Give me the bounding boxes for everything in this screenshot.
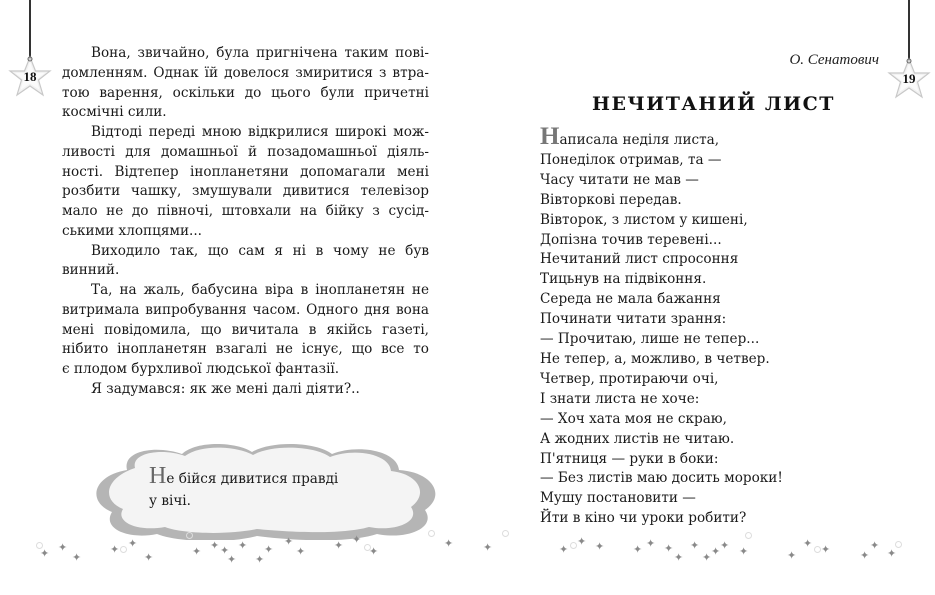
text-line: ливості для домашньої й позадомашньої діяль- [62,143,429,160]
text-line: космічні сили. [62,104,167,121]
poem-line: П'ятниця — руки в боки: [540,450,719,467]
sparkle-icon: ✦ [483,541,493,554]
right-page [467,0,935,595]
sparkle-icon: ✦ [720,539,730,552]
sparkle-icon: ✦ [803,537,813,550]
sparkle-icon: ✦ [674,551,684,564]
sparkle-icon: ✦ [210,539,220,552]
text-line: Я задумався: як же мені далі діяти?.. [91,380,360,397]
sparkle-icon: ✦ [870,539,880,552]
text-line: Виходило так, що сам я ні в чому не був [91,242,429,259]
text-line: мені повідомила, що вичитала в якійсь газеті, [62,321,429,338]
page-number-star [886,57,932,101]
page-hanger-string [908,0,910,60]
sparkle-icon: ✦ [664,542,674,555]
sparkle-icon: ✦ [821,543,831,556]
poem-line: Середа не мала бажання [540,291,721,308]
text-line: винний. [62,262,120,279]
sparkle-icon: ✦ [559,543,569,556]
bubble-dot [186,532,193,539]
sparkle-icon: ✦ [144,551,154,564]
text-line: є плодом бурхливої людської фантазії. [62,361,340,377]
story-text [62,44,429,400]
sparkle-icon: ✦ [58,541,68,554]
moral-line-1: е бійся дивитися правді [166,471,339,487]
sparkle-icon: ✦ [577,535,587,548]
text-line: Та, на жаль, бабусина віра в інопланетян не [91,282,429,298]
bubble-dot [364,544,371,551]
poem-line: — Без листів маю досить мороки! [540,470,783,487]
text-line: мало не до півночі, штовхали на бійку з сусід- [62,203,429,219]
moral-text [149,464,389,512]
moral-line-2: у вічі. [149,493,191,509]
text-line: розбити чашку, змушували дивитися телевізор [62,183,429,200]
page-number: 19 [902,71,916,86]
author-name: О. Сенатович [789,52,879,68]
sparkle-icon: ✦ [711,545,721,558]
poem-line: Часу читати не мав — [540,171,699,188]
poem-line: Вівторок, з листом у кишені, [540,211,748,228]
poem-line: Написала неділя листа, [540,123,720,150]
poem-line: Йти в кіно чи уроки робити? [540,510,747,527]
poem-line: Мушу постановити — [540,490,696,507]
bubble-dot [36,542,43,549]
page-number-star [7,55,53,99]
bubble-dot [570,542,577,549]
poem-line: Тицьнув на підвіконня. [540,271,707,288]
bubble-dot [814,546,821,553]
text-line: домленням. Однак їй довелося змиритися з втра- [62,64,429,81]
sparkle-icon: ✦ [227,553,237,566]
moral-cloud-callout [87,440,442,540]
text-line: ськими хлопцями... [62,222,202,239]
sparkle-icon: ✦ [192,545,202,558]
sparkle-icon: ✦ [595,540,605,553]
sparkle-icon: ✦ [284,535,294,548]
poem-text [540,124,860,529]
poem-line: А жодних листів не читаю. [540,430,735,447]
poem-line: Понеділок отримав, та — [540,151,722,168]
sparkle-icon: ✦ [369,545,379,558]
poem-line: Четвер, протираючи очі, [540,370,719,387]
sparkle-icon: ✦ [255,553,265,566]
sparkle-icon: ✦ [739,545,749,558]
text-line: нібито інопланетян взагалі не існує, що все то [62,341,429,358]
sparkle-icon: ✦ [296,545,306,558]
sparkle-icon: ✦ [690,539,700,552]
poem-line: І знати листа не хоче: [540,390,700,407]
bubble-dot [895,541,902,548]
page-hanger-string [29,0,31,58]
left-page [0,0,467,595]
sparkle-icon: ✦ [633,543,643,556]
drop-cap: Н [540,123,560,150]
sparkle-icon: ✦ [860,549,870,562]
text-line: тою варення, оскільки до цього були причетні [62,84,429,101]
sparkle-border [0,530,935,590]
poem-line: Допізна точив теревені... [540,231,722,248]
sparkle-icon: ✦ [887,547,897,560]
poem-title: НЕЧИТАНИЙ ЛИСТ [592,93,835,115]
poem-line: Не тепер, а, можливо, в четвер. [540,350,770,367]
text-line: Вона, звичайно, була пригнічена таким пові- [91,45,429,61]
poem-line: — Прочитаю, лише не тепер... [540,331,760,348]
bubble-dot [428,530,435,537]
sparkle-icon: ✦ [128,537,138,550]
bubble-dot [120,546,127,553]
drop-cap: Н [149,463,167,489]
text-line: витримала випробування часом. Одного дня вона [62,301,429,318]
poem-line: — Хоч хата моя не скраю, [540,410,727,427]
sparkle-icon: ✦ [110,543,120,556]
sparkle-icon: ✦ [264,543,274,556]
sparkle-icon: ✦ [220,544,230,557]
bubble-dot [745,532,752,539]
sparkle-icon: ✦ [334,539,344,552]
text-line: Відтоді переді мною відкрилися широкі мож- [91,124,429,140]
sparkle-icon: ✦ [352,533,362,546]
poem-line: Нечитаний лист спросоння [540,251,739,268]
poem-line: Вівторкові передав. [540,191,682,208]
sparkle-icon: ✦ [646,537,656,550]
sparkle-icon: ✦ [238,539,248,552]
sparkle-icon: ✦ [40,547,50,560]
poem-line: Починати читати зрання: [540,311,727,328]
text-line: ності. Відтепер інопланетяни допомагали мені [62,163,429,180]
sparkle-icon: ✦ [787,549,797,562]
sparkle-icon: ✦ [702,551,712,564]
bubble-dot [502,530,509,537]
page-number: 18 [23,69,37,84]
sparkle-icon: ✦ [444,537,454,550]
sparkle-icon: ✦ [72,551,82,564]
